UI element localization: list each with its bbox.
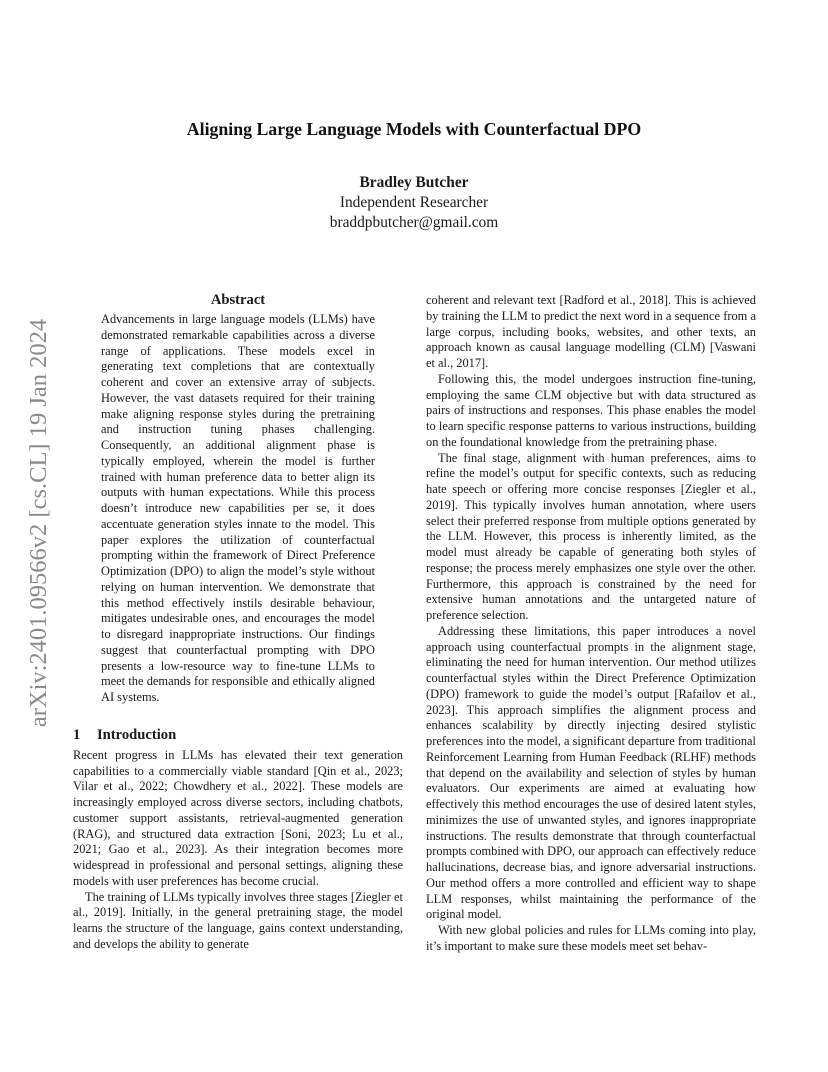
author-affiliation: Independent Researcher [339,194,489,211]
author-name: Bradley Butcher [359,174,469,191]
paper-title: Aligning Large Language Models with Counterfactual DPO [186,119,642,139]
arxiv-identifier: arXiv:2401.09566v2 [cs.CL] 19 Jan 2024 [25,318,52,728]
author-block [0,173,828,233]
abstract-text: Advancements in large language models (LLMs) have demonstrated remarkable capabilities across a diverse range of applications. These models excel in generating text completions that are contextually coherent and cover an extensive array of subjects. However, the vast datasets required for their training make aligning response styles during the pretraining and instruction tuning phases challenging. Consequently, an additional alignment phase is typically employed, wherein the model is further trained with human preference data to better align its outputs with human expectations. While this process doesn’t introduce new capabilities per se, it does accentuate generation styles innate to the model. This paper explores the utilization of counterfactual prompting within the framework of Direct Preference Optimization (DPO) to align the model’s style without relying on human intervention. We demonstrate that this method effectively instils desirable behaviour, mitigates undesirable ones, and encourages the model to disregard inappropriate instructions. Our findings suggest that counterfactual prompting with DPO presents a low-resource way to fine-tune LLMs to meet the demands for responsible and ethically aligned AI systems. [101,312,375,704]
section-number: 1 [73,726,81,743]
abstract-heading: Abstract [210,292,266,308]
intro-paragraph: coherent and relevant text [Radford et al., 2018]. This is achieved by training the LLM to predict the next word in a sequence from a large corpus, including books, websites, and other texts, an approach known as causal language modelling (CLM) [Vaswani et al., 2017]. [426,293,756,370]
author-email: braddpbutcher@gmail.com [329,214,499,231]
section-heading-introduction [73,726,403,745]
intro-paragraph: The training of LLMs typically involves three stages [Ziegler et al., 2019]. Initially, in the general pretraining stage, the model learns the structure of the language, gains context understanding, and develops the ability to generate [73,889,403,951]
right-column [426,293,756,955]
intro-paragraph: With new global policies and rules for LLMs coming into play, it’s important to make sure these models meet set behav- [426,923,756,953]
left-column [73,291,403,953]
intro-paragraph: Recent progress in LLMs has elevated their text generation capabilities to a commercially viable standard [Qin et al., 2023; Vilar et al., 2022; Chowdhery et al., 2022]. These models are increasingly employed across diverse sectors, including chatbots, customer support assistants, retrieval-augmented generation (RAG), and structured data extraction [Soni, 2023; Lu et al., 2021; Gao et al., 2023]. As their integration becomes more widespread in professional and personal settings, aligning these models with user preferences has become crucial. [73,747,403,888]
intro-paragraph: Following this, the model undergoes instruction fine-tuning, employing the same CLM objective but with data structured as pairs of instructions and responses. This phase enables the model to learn specific response patterns to various instructions, building on the foundational knowledge from the pretraining phase. [426,371,756,449]
section-title: Introduction [97,726,177,743]
intro-paragraph: The final stage, alignment with human preferences, aims to refine the model’s output for specific contexts, such as reducing hate speech or offering more concise responses [Ziegler et al., 2019]. This typically involves human annotation, where users select their preferred response from multiple options generated by the LLM. However, this process is inherently limited, as the model must already be capable of generating both styles of response; the process merely emphasizes one style over the other. Furthermore, this approach is constrained by the need for extensive human annotations and the untargeted nature of preference selection. [426,450,756,622]
intro-paragraph: Addressing these limitations, this paper introduces a novel approach using counterfactual prompts in the alignment stage, eliminating the need for human intervention. Our method utilizes counterfactual styles within the Direct Preference Optimization (DPO) framework to guide the model’s output [Rafailov et al., 2023]. This approach simplifies the alignment process and enhances scalability by directly injecting desired stylistic preferences into the model, a significant departure from traditional Reinforcement Learning from Human Feedback (RLHF) methods that depend on the availability and selection of styles by human evaluators. Our experiments are aimed at evaluating how effectively this method encourages the use of desired latent styles, minimizes the use of unwanted styles, and ignores inappropriate instructions. The results demonstrate that through counterfactual prompts combined with DPO, our approach can effectively reduce hallucinations, decrease bias, and ignore adversarial instructions. Our method offers a more controlled and efficient way to shape LLM responses, whilst maintaining the performance of the original model. [426,623,756,922]
arxiv-identifier-margin [23,293,55,753]
